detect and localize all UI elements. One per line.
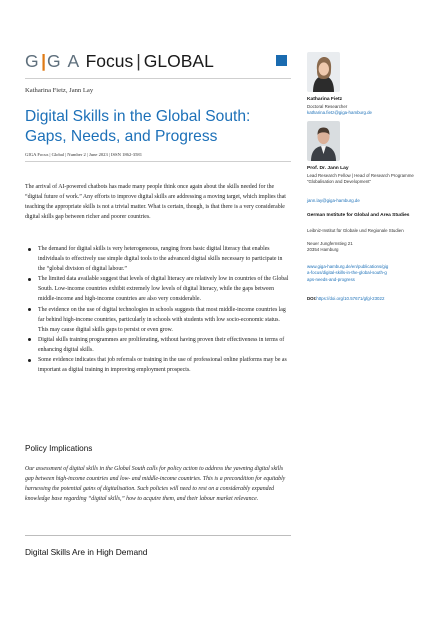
section-heading: Digital Skills Are in High Demand xyxy=(25,547,148,557)
author2-portrait-icon xyxy=(307,121,340,161)
brand-square-icon xyxy=(276,55,287,66)
header-divider xyxy=(25,78,291,79)
bullet-icon xyxy=(28,338,31,341)
policy-implications-heading: Policy Implications xyxy=(25,444,93,453)
author1-portrait-icon xyxy=(307,52,340,92)
page-title: Digital Skills in the Global South: Gaps, Needs, and Progress xyxy=(25,108,251,145)
intro-paragraph: The arrival of AI-powered chatbots has made many people think once again about the skills needed for the “digital future of work.” Any efforts to improve digital skills are addressing a moving target, which implies that teaching the appropriate skills is not a trivial matter. What is certain, though, is that there is a very considerable digital skills gap between richer and poorer countries. xyxy=(25,184,286,221)
list-item-text: The demand for digital skills is very heterogeneous, ranging from basic digital literacy that enables individuals to effectively use simple digital tools to the advanced digital skills necessary to participate in the “global division of digital labour.” xyxy=(38,246,283,273)
bullet-icon xyxy=(28,359,31,362)
author2-name: Prof. Dr. Jann Lay xyxy=(307,166,349,171)
author1-email-link[interactable]: katharina.fietz@giga-hamburg.de xyxy=(307,109,372,115)
bullet-icon xyxy=(28,308,31,311)
institute-name-german: Leibniz-Institut für Globale und Regionale Studien xyxy=(307,228,404,233)
list-item xyxy=(25,335,290,355)
giga-focus-logo xyxy=(25,50,214,72)
author2-photo xyxy=(307,121,340,161)
bullet-icon xyxy=(28,278,31,281)
bullet-icon xyxy=(28,248,31,251)
section-divider xyxy=(25,535,291,536)
list-item xyxy=(25,274,290,304)
logo-global: GLOBAL xyxy=(143,51,214,71)
logo-giga-ga: G A xyxy=(47,51,81,71)
authors-line: Katharina Fietz, Jann Lay xyxy=(25,87,94,94)
institute-city: 20354 Hamburg xyxy=(307,246,339,252)
list-item-text: Some evidence indicates that job referrals or training in the use of professional online platforms may be as important as digital training in improving employment prospects. xyxy=(38,357,287,374)
logo-orange-bar: | xyxy=(41,51,47,71)
bibliographic-line: GIGA Focus | Global | Number 2 | June 2023 | ISSN 1862-3581 xyxy=(25,152,142,157)
list-item-text: The limited data available suggest that levels of digital literacy are relatively low in countries of the Global South. Low-income countries exhibit extremely low levels of digital literacy, while the gaps between middle-income and high-income countries are also very considerable. xyxy=(38,276,289,303)
author1-name: Katharina Fietz xyxy=(307,97,343,102)
list-item xyxy=(25,305,290,335)
author2-email-link[interactable]: jann.lay@giga-hamburg.de xyxy=(307,197,360,203)
logo-focus: Focus xyxy=(85,51,134,71)
author1-photo xyxy=(307,52,340,92)
list-item xyxy=(25,244,290,274)
doi-label: DOI: xyxy=(307,296,317,301)
key-findings-list xyxy=(25,244,290,375)
institute-name: German Institute for Global and Area Studies xyxy=(307,213,410,218)
institute-street: Neuer Jungfernstieg 21 xyxy=(307,240,353,246)
doi-link[interactable]: https://doi.org/10.57671/gfgl-23022 xyxy=(316,296,385,301)
doi-line xyxy=(307,296,432,302)
list-item xyxy=(25,355,290,375)
list-item-text: Digital skills training programmes are proliferating, without having proven their effectiveness in terms of enhancing digital skills. xyxy=(38,336,285,353)
title-divider xyxy=(25,161,291,162)
author1-role: Doctoral Researcher xyxy=(307,103,348,109)
logo-giga-g: G xyxy=(25,51,41,71)
publication-url-link[interactable]: www.giga-hamburg.de/en/publications/giga-focus/digital-skills-in-the-global-south-gaps-needs-and-progress xyxy=(307,264,389,282)
policy-implications-text: Our assessment of digital skills in the Global South calls for policy action to address the yawning digital skills gap between high-income countries and low- and middle-income countries. This is a precondition for equitably harnessing the potential gains of digitalisation. Such policies will need to rest on a considerably expanded knowledge base regarding “digital skills,” how to acquire them, and their labour market relevance. xyxy=(25,466,286,503)
list-item-text: The evidence on the use of digital technologies in schools suggests that most middle-income countries lag far behind high-income countries, particularly in schools with students with low socio-economic status. This may cause digital skills gaps to persist or even grow. xyxy=(38,306,286,333)
logo-separator: | xyxy=(136,51,141,71)
author2-role: Lead Research Fellow | Head of Research Programme “Globalisation and Development” xyxy=(307,172,414,184)
